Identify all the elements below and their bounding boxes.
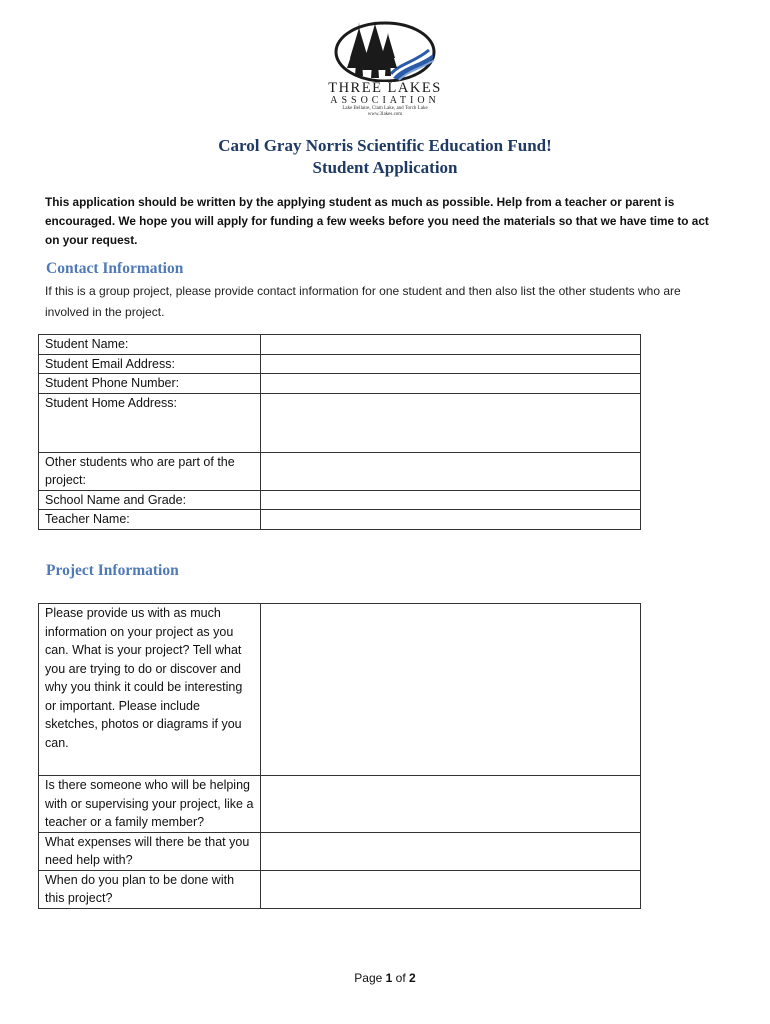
table-row <box>39 832 641 870</box>
expenses-field[interactable] <box>261 832 641 870</box>
pine-trees-lake-icon <box>333 18 437 82</box>
page-number <box>0 971 770 985</box>
field-label: When do you plan to be done with this project? <box>39 870 261 908</box>
intro-paragraph: This application should be written by the applying student as much as possible. Help from a teacher or parent is encouraged. We hope you will apply for funding a few weeks before you need the materials so that we have time to act on your request. <box>45 195 709 247</box>
field-label: Please provide us with as much information on your project as you can. What is your project? Tell what you are trying to do or discover and why you think it could be interesting or important. Please include sketches, photos or diagrams if you can. <box>39 604 261 776</box>
three-lakes-logo <box>318 18 452 128</box>
table-row <box>39 604 641 776</box>
table-row <box>39 510 641 530</box>
page-total: 2 <box>409 971 416 985</box>
page-subtitle: Student Application <box>312 158 458 177</box>
table-row <box>39 354 641 374</box>
supervisor-field[interactable] <box>261 776 641 833</box>
of-word: of <box>395 971 406 985</box>
logo-url: www.3lakes.com <box>367 112 403 117</box>
logo-subname: ASSOCIATION <box>330 95 440 106</box>
table-row <box>39 870 641 908</box>
table-row <box>39 393 641 452</box>
student-phone-field[interactable] <box>261 374 641 394</box>
field-label: Is there someone who will be helping with or supervising your project, like a teacher or a family member? <box>39 776 261 833</box>
table-row <box>39 490 641 510</box>
project-description-field[interactable] <box>261 604 641 776</box>
logo-name: THREE LAKES <box>328 80 442 96</box>
table-row <box>39 374 641 394</box>
other-students-field[interactable] <box>261 452 641 490</box>
student-address-field[interactable] <box>261 393 641 452</box>
field-label: Student Name: <box>39 335 261 355</box>
field-label: Other students who are part of the project: <box>39 452 261 490</box>
teacher-name-field[interactable] <box>261 510 641 530</box>
logo-tagline: Lake Bellaire, Clam Lake, and Torch Lake <box>342 106 428 111</box>
field-label: What expenses will there be that you need help with? <box>39 832 261 870</box>
completion-date-field[interactable] <box>261 870 641 908</box>
project-table <box>38 603 641 909</box>
table-row <box>39 335 641 355</box>
field-label: School Name and Grade: <box>39 490 261 510</box>
field-label: Student Phone Number: <box>39 374 261 394</box>
contact-note: If this is a group project, please provide contact information for one student and then also list the other students who are involved in the project. <box>45 284 681 319</box>
project-section-heading: Project Information <box>46 562 179 579</box>
student-email-field[interactable] <box>261 354 641 374</box>
table-row <box>39 452 641 490</box>
table-row <box>39 776 641 833</box>
contact-section-heading: Contact Information <box>46 260 184 277</box>
page-word: Page <box>354 971 383 985</box>
contact-table <box>38 334 641 530</box>
page-current: 1 <box>385 971 393 985</box>
field-label: Student Home Address: <box>39 393 261 452</box>
page-title: Carol Gray Norris Scientific Education Fund! <box>218 136 552 155</box>
student-name-field[interactable] <box>261 335 641 355</box>
school-grade-field[interactable] <box>261 490 641 510</box>
field-label: Teacher Name: <box>39 510 261 530</box>
field-label: Student Email Address: <box>39 354 261 374</box>
